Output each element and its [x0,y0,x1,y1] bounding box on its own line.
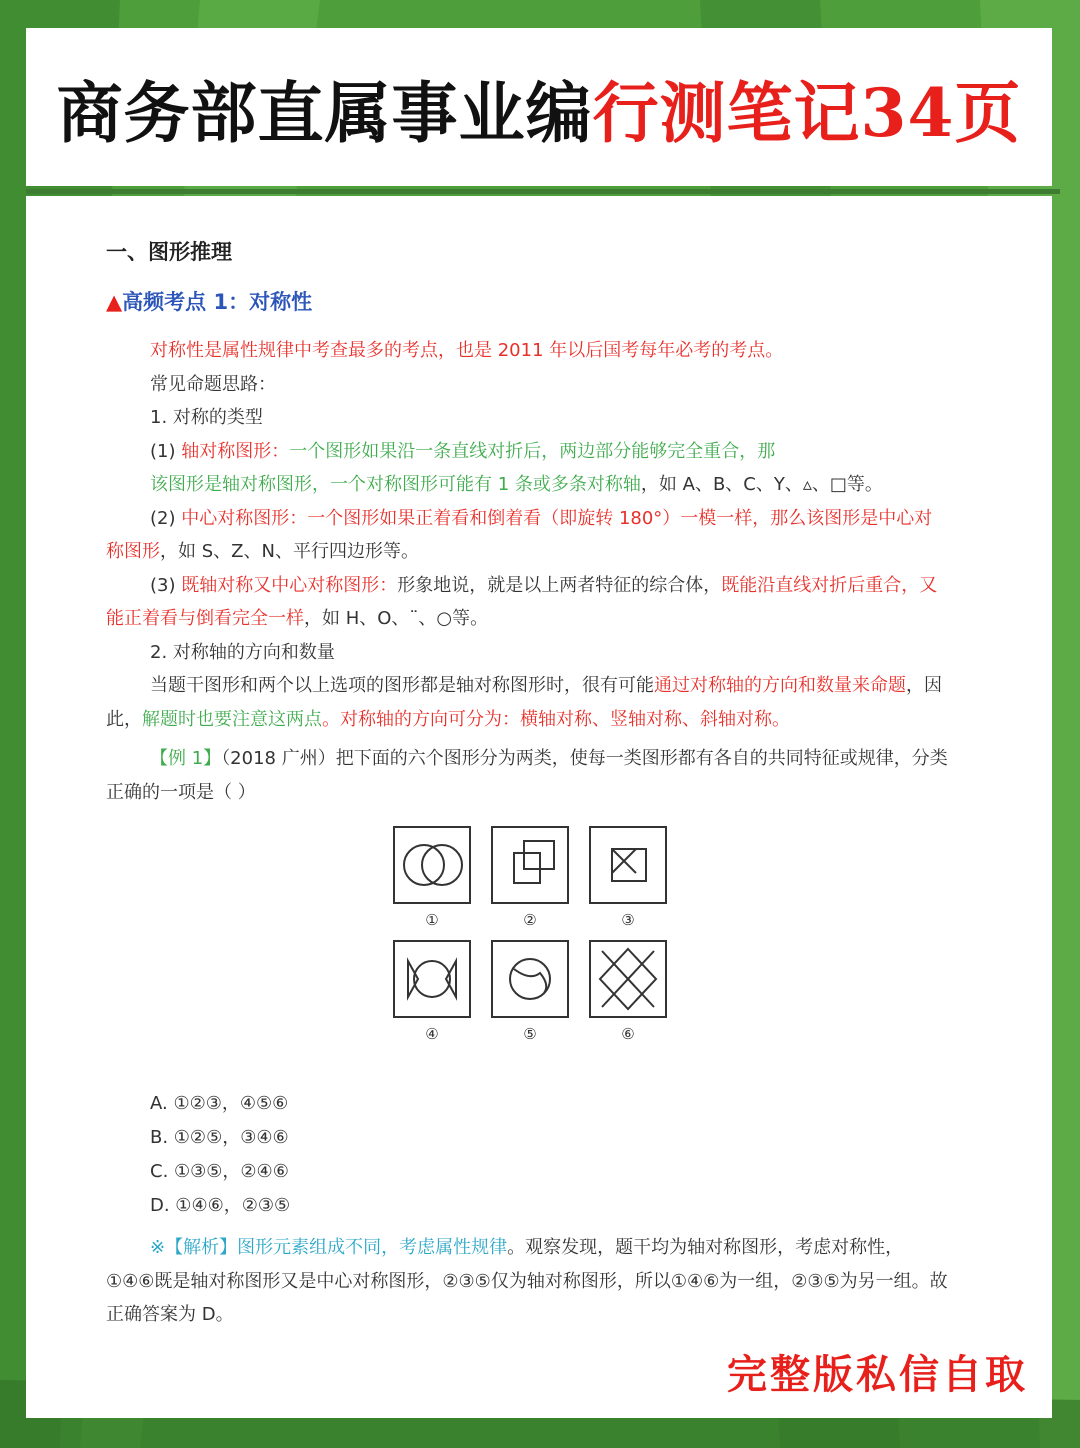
page-title [57,60,1022,155]
analysis-text: 。观察发现，题干均为轴对称图形，考虑对称性，①④⑥既是轴对称图形又是中心对称图形，②③⑤仅为轴对称图形，所以①④⑥为一组，②③⑤为另一组。故正确答案为 D。 [106,1237,948,1325]
both-label: (3) [150,574,182,596]
axis-paragraph [106,669,948,736]
example-question [106,742,948,809]
common-ideas-label: 常见命题思路： [150,373,276,395]
central-symmetry-paragraph [106,502,948,569]
axial-definition-1: 一个图形如果沿一条直线对折后，两边部分能够完全重合，那 [289,440,776,462]
central-definition: 一个图形如果正着看和倒着看（即旋转 180°）一模一样，那么该图形是中心对称图形 [106,507,933,562]
figure-label-4: ④ [425,1025,439,1043]
figure-label-6: ⑥ [621,1025,635,1043]
axis-part1: 当题干图形和两个以上选项的图形都是轴对称图形时，很有可能 [150,675,654,696]
triangle-icon: ▲ [106,290,123,314]
axis-part2: 通过对称轴的方向和数量来命题 [654,675,906,696]
key-point-label: 高频考点 1：对称性 [122,290,313,314]
title-divider [26,189,1060,194]
figure-5-curve [514,969,546,993]
item1-title: 1. 对称的类型 [150,407,263,428]
both-description: 形象地说，就是以上两者特征的综合体， [397,574,722,596]
answer-options [150,1087,948,1223]
option-d: D. ①④⑥，②③⑤ [150,1195,291,1216]
item2-title: 2. 对称轴的方向和数量 [150,641,335,663]
both-term: 既轴对称又中心对称图形： [181,574,398,596]
figure-4-wings [408,961,456,997]
axis-part3: ，因此， [106,675,942,730]
figure-area [106,823,948,1073]
figure-label-2: ② [523,911,537,929]
axial-label: (1) [150,440,182,462]
figure-1-circle-left [404,845,444,885]
axis-part5: 。对称轴的方向可分为：横轴对称、竖轴对称、斜轴对称。 [322,708,790,730]
both-symmetry-paragraph [106,569,948,636]
analysis-paragraph [106,1231,948,1332]
figure-label-3: ③ [621,911,635,929]
title-banner [26,28,1052,186]
document-page [26,196,1052,1418]
figure-5-box [492,941,568,1017]
example-text: （2018 广州）把下面的六个图形分为两类，使每一类图形都有各自的共同特征或规律，分类正确的一项是（ ） [106,748,948,803]
title-black-part: 商务部直属事业编 [56,73,593,152]
axial-symmetry-paragraph [106,435,948,469]
axial-term: 轴对称图形： [181,440,290,462]
figure-label-5: ⑤ [523,1025,537,1043]
both-definition: 既能沿直线对折后重合，又能正着看与倒看完全一样 [106,574,938,629]
central-term: 中心对称图形： [181,507,308,529]
axial-examples: ，如 A、B、C、Y、▵、□等。 [640,474,883,495]
axial-definition-2: 该图形是轴对称图形，一个对称图形可能有 1 条或多条对称轴 [150,474,641,495]
option-b: B. ①②⑤，③④⑥ [150,1127,289,1148]
both-examples: ，如 H、O、¨、○等。 [304,608,489,629]
axial-symmetry-paragraph-2 [106,468,948,502]
intro-paragraph: 对称性是属性规律中考查最多的考点，也是 2011 年以后国考每年必考的考点。 [150,340,784,361]
example-tag: 【例 1】 [150,748,222,769]
document-content [106,236,948,1332]
section-title: 一、图形推理 [106,240,232,264]
title-red-part: 行测笔记34页 [592,73,1022,152]
figure-2-box [492,827,568,903]
six-figures [390,823,670,1063]
figure-1-circle-right [422,845,462,885]
analysis-tag: ※【解析】 [150,1237,238,1258]
analysis-lead: 图形元素组成不同，考虑属性规律 [237,1237,508,1258]
central-label: (2) [150,507,182,529]
central-examples: ，如 S、Z、N、平行四边形等。 [160,541,419,562]
key-point-heading [106,286,948,316]
figure-4-circle [414,961,450,997]
option-a: A. ①②③，④⑤⑥ [150,1093,289,1114]
figure-1-box [394,827,470,903]
option-c: C. ①③⑤，②④⑥ [150,1161,289,1182]
figure-label-1: ① [425,911,439,929]
axis-part4: 解题时也要注意这两点 [142,708,322,730]
footer-note: 完整版私信自取 [727,1351,1028,1398]
figure-4-box [394,941,470,1017]
